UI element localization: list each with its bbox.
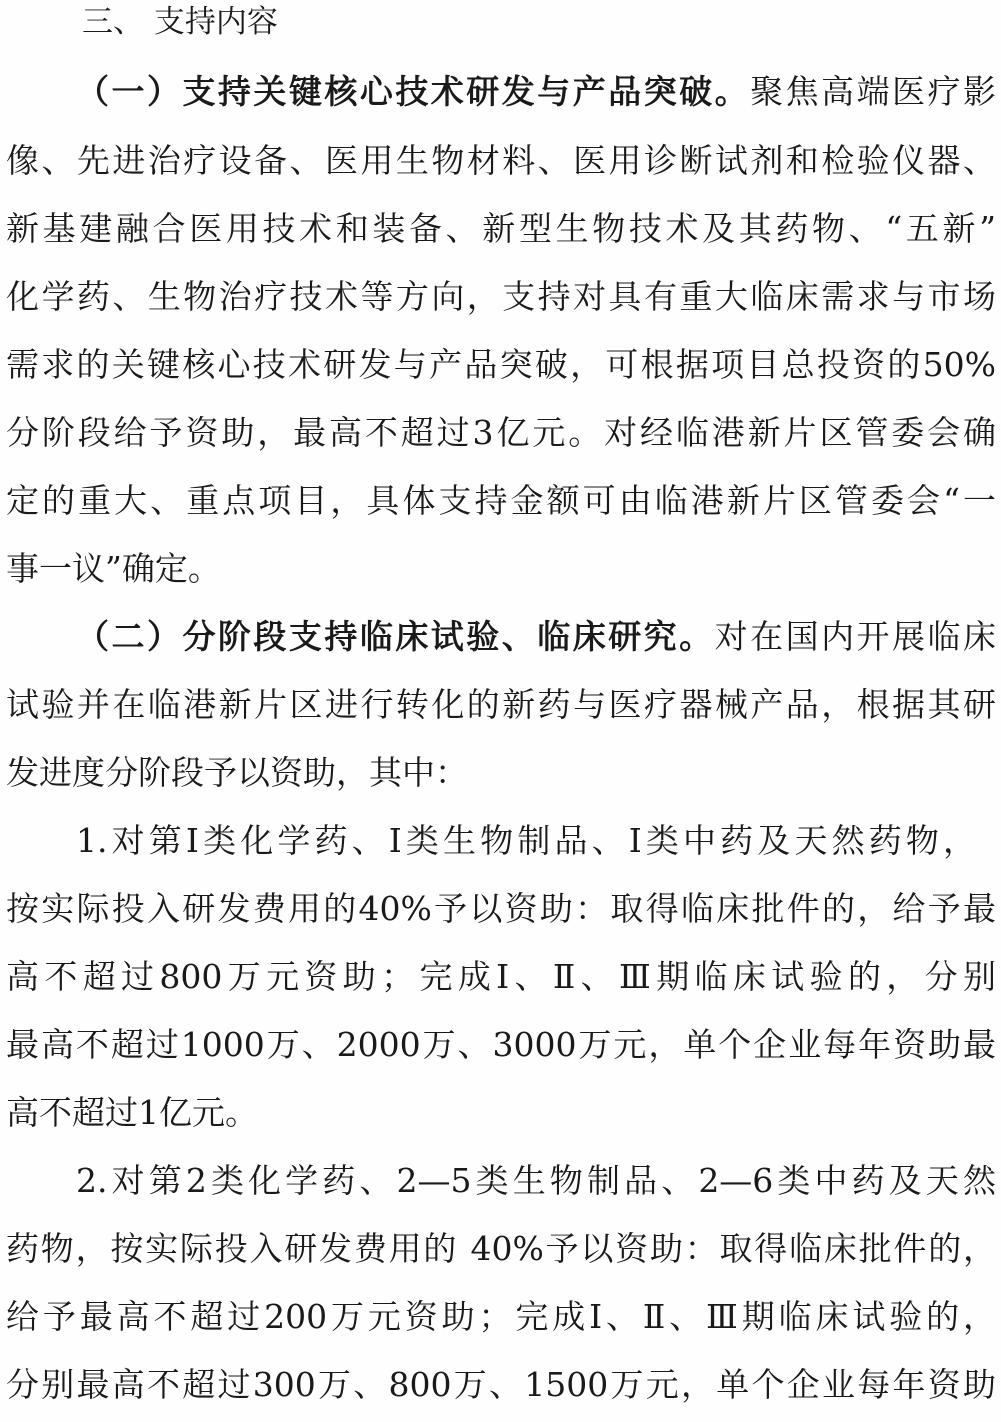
para1-line-1-rest: 聚焦高端医疗影 xyxy=(750,72,997,111)
para2-line-2: 试验并在临港新片区进行转化的新药与医疗器械产品，根据其研 xyxy=(6,685,996,724)
para1-lead: （一）支持关键核心技术研发与产品突破。 xyxy=(76,72,751,111)
para1-line-8: 事一议”确定。 xyxy=(6,549,221,588)
para1-line-5: 需求的关键核心技术研发与产品突破，可根据项目总投资的50% xyxy=(6,345,996,384)
item1-line-4: 最高不超过1000万、2000万、3000万元，单个企业每年资助最 xyxy=(6,1025,996,1064)
para1-line-3: 新基建融合医用技术和装备、新型生物技术及其药物、“五新” xyxy=(6,209,996,248)
para1-line-6: 分阶段给予资助，最高不超过3亿元。对经临港新片区管委会确 xyxy=(6,413,996,452)
item1-line-1: 1.对第Ⅰ类化学药、Ⅰ类生物制品、Ⅰ类中药及天然药物， xyxy=(76,821,976,860)
para2-line-3: 发进度分阶段予以资助，其中： xyxy=(6,753,468,792)
para1-line-2: 像、先进治疗设备、医用生物材料、医用诊断试剂和检验仪器、 xyxy=(6,141,996,180)
para2-line-1-rest: 对在国内开展临床 xyxy=(714,617,997,656)
para1-line-4: 化学药、生物治疗技术等方向，支持对具有重大临床需求与市场 xyxy=(6,277,996,316)
item2-line-4: 分别最高不超过300万、800万、1500万元，单个企业每年资助 xyxy=(6,1365,996,1404)
item1-line-2: 按实际投入研发费用的40%予以资助：取得临床批件的，给予最 xyxy=(6,889,996,928)
para2-line-1 xyxy=(76,617,996,657)
para1-line-7: 定的重大、重点项目，具体支持金额可由临港新片区管委会“一 xyxy=(6,481,996,520)
item1-line-3: 高不超过800万元资助；完成Ⅰ、Ⅱ、Ⅲ期临床试验的，分别 xyxy=(6,957,996,996)
item2-line-1: 2.对第2类化学药、2—5类生物制品、2—6类中药及天然 xyxy=(76,1161,996,1200)
para2-lead: （二）分阶段支持临床试验、临床研究。 xyxy=(76,617,715,656)
item2-line-2: 药物，按实际投入研发费用的 40%予以资助：取得临床批件的， xyxy=(6,1229,996,1268)
section-heading: 三、 支持内容 xyxy=(82,4,278,40)
item2-line-3: 给予最高不超过200万元资助；完成Ⅰ、Ⅱ、Ⅲ期临床试验的， xyxy=(6,1297,996,1336)
para1-line-1 xyxy=(76,72,996,112)
item1-line-5: 高不超过1亿元。 xyxy=(6,1093,258,1132)
